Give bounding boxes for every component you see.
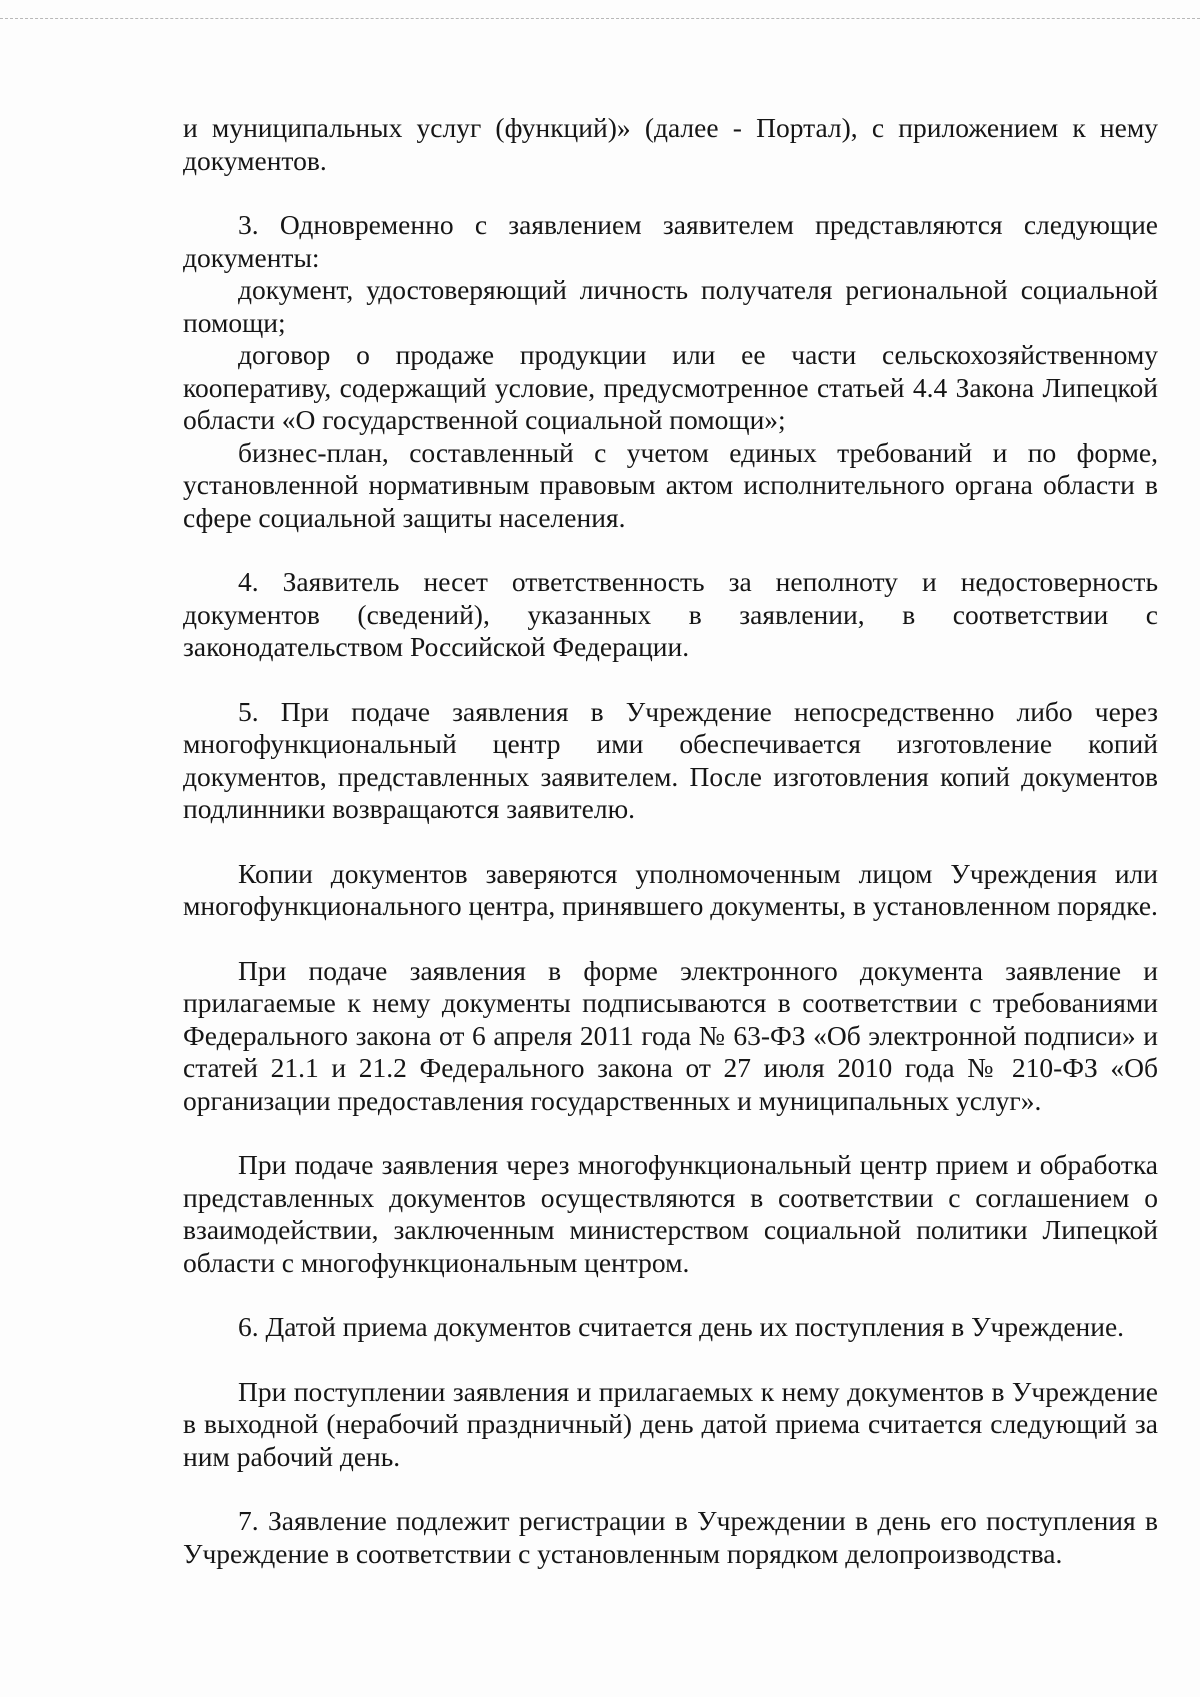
paragraph-sale-contract: договор о продаже продукции или ее части сельскохозяйственному кооперативу, содержащий условие, предусмотренное статьей 4.4 Закона Липецкой области «О государственной социальной помощи»; bbox=[183, 339, 1158, 435]
paragraph-copies-certification: Копии документов заверяются уполномоченным лицом Учреждения или многофункционального центра, принявшего документы, в установленном порядке. bbox=[183, 857, 1158, 921]
paragraph-electronic-submission: При подаче заявления в форме электронного документа заявление и прилагаемые к нему документы подписываются в соответствии с требованиями Федерального закона от 6 апреля 2011 года № 63-ФЗ «Об электронной подписи» и статей 21.1 и 21.2 Федерального закона от 27 июля 2010 года № 210-ФЗ «Об организации предоставления государственных и муниципальных услуг». bbox=[183, 954, 1158, 1116]
document-body bbox=[183, 112, 1158, 1570]
paragraph-item-5: 5. При подаче заявления в Учреждение непосредственно либо через многофункциональный центр ими обеспечивается изготовление копий документов, представленных заявителем. После изготовления копий документов подлинники возвращаются заявителю. bbox=[183, 695, 1158, 824]
page-top-edge bbox=[0, 18, 1200, 19]
paragraph-portal-continuation: и муниципальных услуг (функций)» (далее - Портал), с приложением к нему документов. bbox=[183, 112, 1158, 176]
paragraph-item-7: 7. Заявление подлежит регистрации в Учреждении в день его поступления в Учреждение в соответствии с установленным порядком делопроизводства. bbox=[183, 1505, 1158, 1569]
paragraph-item-6: 6. Датой приема документов считается день их поступления в Учреждение. bbox=[238, 1311, 1125, 1342]
paragraph-identity-document: документ, удостоверяющий личность получателя региональной социальной помощи; bbox=[183, 274, 1158, 338]
paragraph-item-4: 4. Заявитель несет ответственность за неполноту и недостоверность документов (сведений), указанных в заявлении, в соответствии с законодательством Российской Федерации. bbox=[183, 566, 1158, 662]
paragraph-mfc-submission: При подаче заявления через многофункциональный центр прием и обработка представленных документов осуществляются в соответствии с соглашением о взаимодействии, заключенным министерством социальной политики Липецкой области с многофункциональным центром. bbox=[183, 1149, 1158, 1278]
paragraph-item-3: 3. Одновременно с заявлением заявителем представляются следующие документы: bbox=[183, 209, 1158, 273]
paragraph-holiday-receipt: При поступлении заявления и прилагаемых к нему документов в Учреждение в выходной (нерабочий праздничный) день датой приема считается следующий за ним рабочий день. bbox=[183, 1375, 1158, 1472]
paragraph-business-plan: бизнес-план, составленный с учетом единых требований и по форме, установленной нормативным правовым актом исполнительного органа области в сфере социальной защиты населения. bbox=[183, 436, 1158, 533]
